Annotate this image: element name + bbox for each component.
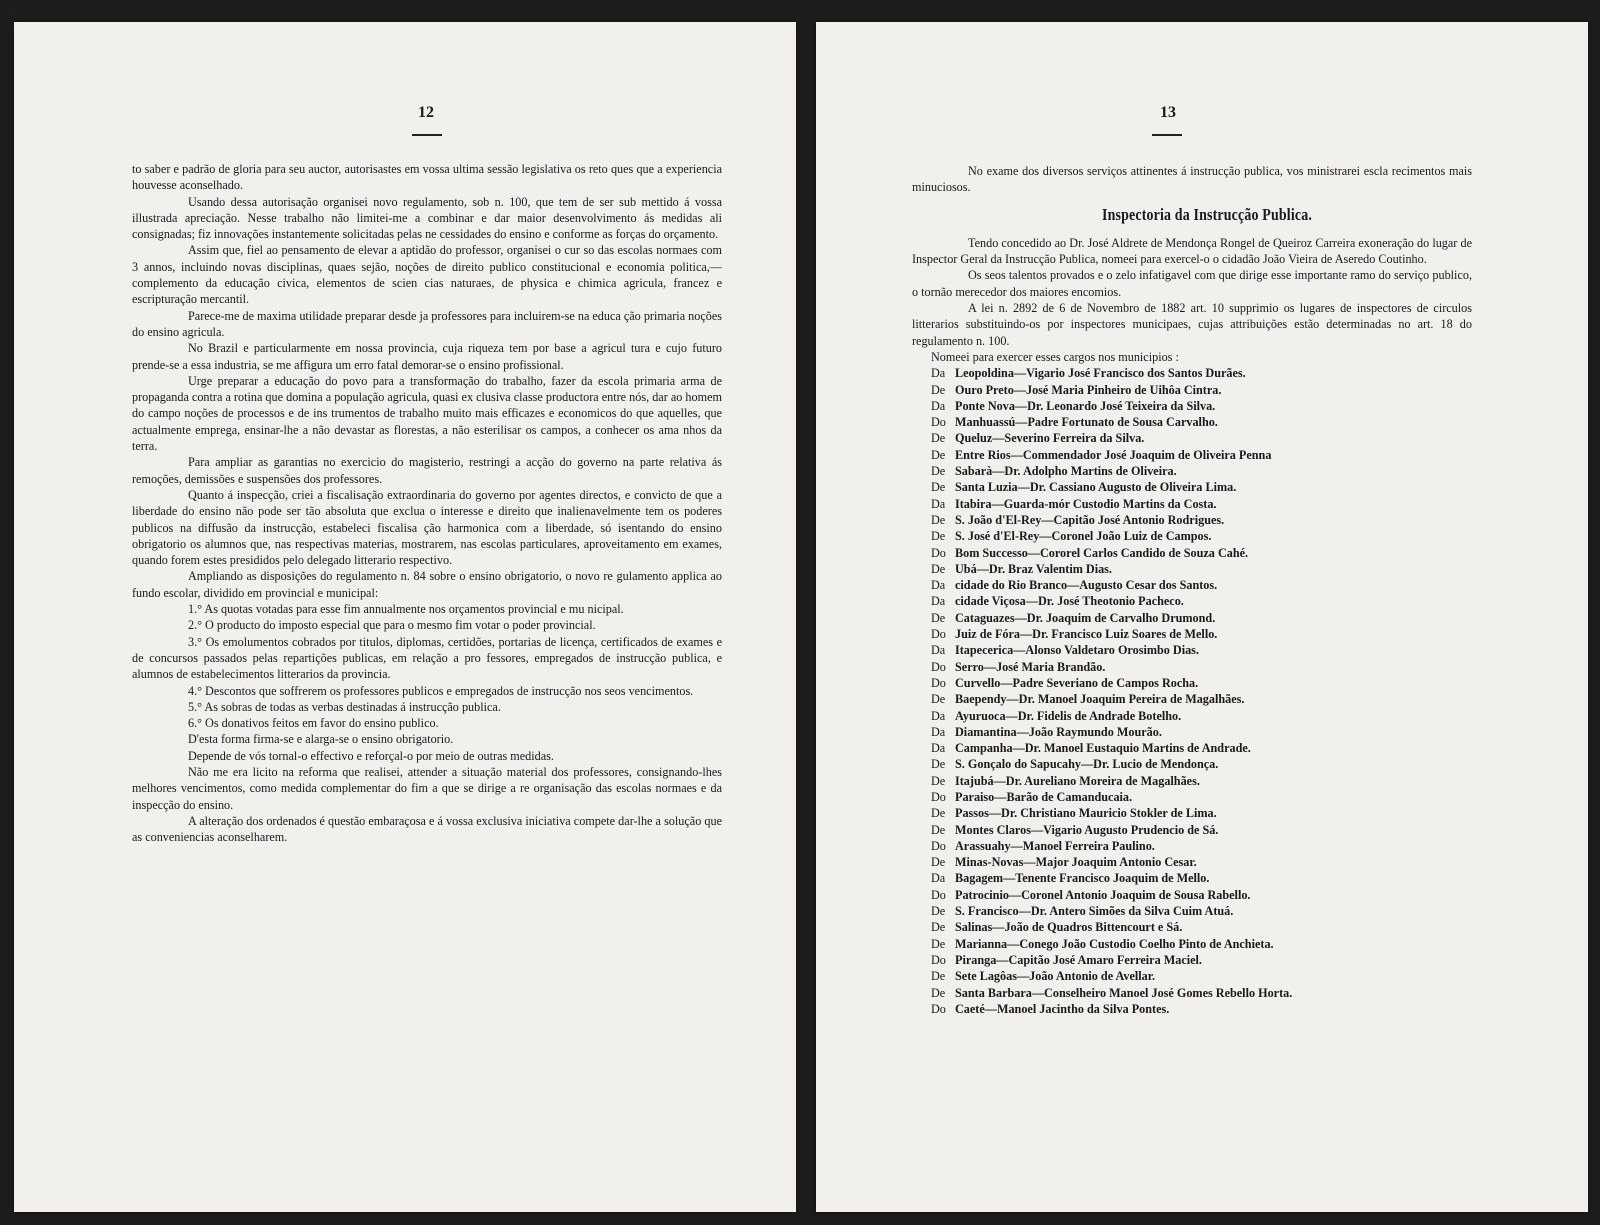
paragraph: D'esta forma firma-se e alarga-se o ensino obrigatorio. — [188, 732, 454, 747]
right-page — [816, 22, 1588, 1212]
list-item — [931, 789, 1472, 805]
list-item — [931, 496, 1472, 512]
paragraph: 1.° As quotas votadas para esse fim annualmente nos orçamentos provincial e mu nicipal. — [188, 602, 624, 617]
right-body-text — [912, 163, 1472, 1017]
list-item — [931, 659, 1472, 675]
municipio-appointment: Queluz—Severino Ferreira da Silva. — [955, 431, 1145, 446]
list-item — [931, 708, 1472, 724]
list-item — [931, 887, 1472, 903]
list-item — [931, 822, 1472, 838]
list-item — [931, 626, 1472, 642]
paragraph: to saber e padrão de gloria para seu auctor, autorisastes em vossa ultima sessão legislativa os reto ques que a experiencia houvesse aconselhado. — [132, 162, 722, 193]
municipio-prep: Da — [931, 366, 946, 381]
list-item — [931, 382, 1472, 398]
list-item — [931, 691, 1472, 707]
list-item — [931, 952, 1472, 968]
municipio-appointment: Ouro Preto—José Maria Pinheiro de Uihôa Cintra. — [955, 382, 1222, 397]
municipio-prep: De — [931, 936, 946, 951]
paragraph: Os seos talentos provados e o zelo infatigavel com que dirige esse importante ramo do serviço publico, o tornão merecedor dos maiores encomios. — [912, 268, 1472, 299]
list-intro: Nomeei para exercer esses cargos nos municipios : — [931, 349, 1179, 364]
list-item — [931, 512, 1472, 528]
municipio-appointment: Campanha—Dr. Manoel Eustaquio Martins de Andrade. — [955, 741, 1251, 756]
paragraph: Tendo concedido ao Dr. José Aldrete de Mendonça Rongel de Queiroz Carreira exoneração do lugar de Inspector Geral da Instrucção Publica, nomeei para exercel-o o cidadão João Vieira de Aseredo Coutinho. — [912, 235, 1472, 267]
municipio-prep: Do — [931, 545, 946, 560]
municipio-prep: De — [931, 447, 946, 462]
municipio-prep: De — [931, 561, 946, 576]
page-number: 12 — [418, 104, 434, 121]
paragraph: 2.° O producto do imposto especial que para o mesmo fim votar o poder provincial. — [188, 618, 596, 633]
municipio-appointment: Bagagem—Tenente Francisco Joaquim de Mello. — [955, 871, 1210, 886]
list-item — [931, 903, 1472, 919]
municipio-appointment: Manhuassú—Padre Fortunato de Sousa Carvalho. — [955, 415, 1218, 430]
list-item — [931, 936, 1472, 952]
municipio-appointment: Diamantina—João Raymundo Mourão. — [955, 724, 1162, 739]
municipio-appointment: Juiz de Fóra—Dr. Francisco Luiz Soares de Mello. — [955, 627, 1218, 642]
paragraph: Quanto á inspecção, criei a fiscalisação extraordinaria do governo por agentes directos, e convicto de que a liberdade do ensino não pode ser tão absoluta que exclua o interesse e direito que inalienavelmente tem os poderes publicos na diffusão da instrucção, estabeleci fiscalisa ção harmonica com a liberdade, só isentando do ensino obrigatorio os alumnos que, nas respectivas materias, mostrarem, nas escolas particulares, aproveitamento em exames, quando forem estes presididos pelo delegado litterario respectivo. — [132, 487, 722, 568]
list-item — [931, 528, 1472, 544]
municipio-prep: Da — [931, 871, 946, 886]
municipio-appointment: Baependy—Dr. Manoel Joaquim Pereira de Magalhães. — [955, 692, 1245, 707]
list-item — [931, 642, 1472, 658]
municipio-appointment: Piranga—Capitão José Amaro Ferreira Maciel. — [955, 952, 1202, 967]
municipio-appointment: Leopoldina—Vigario José Francisco dos Santos Durães. — [955, 366, 1246, 381]
municipio-prep: De — [931, 382, 946, 397]
municipio-appointment: Curvello—Padre Severiano de Campos Rocha. — [955, 675, 1199, 690]
municipio-prep: Do — [931, 789, 946, 804]
municipio-appointment: Itabira—Guarda-mór Custodio Martins da Costa. — [955, 496, 1217, 511]
paragraph: 3.° Os emolumentos cobrados por titulos, diplomas, certidões, portarias de licença, certificados de exames e de concursos passados pelas repartições publicas, em relação a pro fessores, empregados de instrucção publica, e alumnos de estabelecimentos litterarios da provincia. — [132, 634, 722, 682]
paragraph: 6.° Os donativos feitos em favor do ensino publico. — [188, 716, 439, 731]
municipio-prep: Da — [931, 578, 946, 593]
paragraph: Não me era licito na reforma que realisei, attender a situação material dos professores, consignando-lhes melhores vencimentos, como medida complementar do fim a que se dirige a re organisação das escolas normaes e da inspecção do ensino. — [132, 764, 722, 812]
municipio-prep: Do — [931, 887, 946, 902]
municipio-appointment: Marianna—Conego João Custodio Coelho Pinto de Anchieta. — [955, 936, 1274, 951]
list-item — [931, 919, 1472, 935]
municipio-prep: Da — [931, 708, 946, 723]
list-item — [931, 414, 1472, 430]
list-item — [931, 968, 1472, 984]
municipio-prep: Do — [931, 675, 946, 690]
paragraph: Ampliando as disposições do regulamento n. 84 sobre o ensino obrigatorio, o novo re gulamento applica ao fundo escolar, dividido em provincial e municipal: — [132, 569, 722, 600]
municipio-prep: Do — [931, 659, 946, 674]
municipio-prep: De — [931, 985, 946, 1000]
municipio-appointment: Arassuahy—Manoel Ferreira Paulino. — [955, 838, 1155, 853]
list-item — [931, 430, 1472, 446]
list-item — [931, 870, 1472, 886]
section-title: Inspectoria da Instrucção Publica. — [1101, 204, 1313, 224]
paragraph: 4.° Descontos que soffrerem os professores publicos e empregados de instrucção nos seos vencimentos. — [188, 683, 694, 698]
municipio-appointment: S. João d'El-Rey—Capitão José Antonio Rodrigues. — [955, 512, 1225, 527]
municipio-prep: De — [931, 512, 946, 527]
municipio-appointment: S. Gonçalo do Sapucahy—Dr. Lucio de Mendonça. — [955, 757, 1219, 772]
list-item — [931, 447, 1472, 463]
list-item — [931, 675, 1472, 691]
paragraph: Parece-me de maxima utilidade preparar desde ja professores para incluirem-se na educa ção primaria noções do ensino agricula. — [132, 308, 722, 339]
list-item — [931, 610, 1472, 626]
municipio-prep: De — [931, 904, 946, 919]
municipio-appointment: Entre Rios—Commendador José Joaquim de Oliveira Penna — [955, 447, 1272, 462]
list-item — [931, 463, 1472, 479]
municipio-appointment: Ponte Nova—Dr. Leonardo José Teixeira da Silva. — [955, 398, 1216, 413]
list-item — [931, 479, 1472, 495]
municipio-prep: De — [931, 464, 946, 479]
municipio-appointment: cidade Viçosa—Dr. José Theotonio Pacheco. — [955, 594, 1184, 609]
municipio-prep: Do — [931, 1001, 946, 1016]
municipio-appointment: S. José d'El-Rey—Coronel João Luiz de Campos. — [955, 529, 1212, 544]
municipio-prep: De — [931, 806, 946, 821]
paragraph: No Brazil e particularmente em nossa provincia, cuja riqueza tem por base a agricul tura e cujo futuro prende-se a essa industria, se me affigura um erro fatal demorar-se o ensino profissional. — [132, 341, 722, 372]
municipio-appointment: Serro—José Maria Brandão. — [955, 659, 1106, 674]
municipios-list — [912, 365, 1472, 1017]
municipio-prep: Da — [931, 496, 946, 511]
municipio-prep: Do — [931, 627, 946, 642]
municipio-prep: De — [931, 692, 946, 707]
municipio-prep: De — [931, 610, 946, 625]
list-item — [931, 985, 1472, 1001]
municipio-prep: De — [931, 822, 946, 837]
paragraph: Usando dessa autorisação organisei novo regulamento, sob n. 100, que tem de ser sub mettido á vossa illustrada apreciação. Nesse trabalho não limitei-me a combinar e dar maior desenvolvimento ás medidas ali consignadas; fiz innovações instantemente solicitadas pelas ne cessidades do ensino e conforme as forças do orçamento. — [132, 194, 722, 242]
page-number-rule — [412, 134, 442, 136]
list-item — [931, 773, 1472, 789]
municipio-appointment: Paraiso—Barão de Camanducaia. — [955, 789, 1133, 804]
municipio-appointment: Salinas—João de Quadros Bittencourt e Sá. — [955, 920, 1183, 935]
municipio-prep: Da — [931, 724, 946, 739]
municipio-prep: Da — [931, 594, 946, 609]
municipio-appointment: Montes Claros—Vigario Augusto Prudencio de Sá. — [955, 822, 1219, 837]
left-page — [14, 22, 796, 1212]
municipio-appointment: Santa Luzia—Dr. Cassiano Augusto de Oliveira Lima. — [955, 480, 1237, 495]
list-item — [931, 805, 1472, 821]
list-item — [931, 756, 1472, 772]
list-item — [931, 593, 1472, 609]
list-item — [931, 545, 1472, 561]
municipio-appointment: Ubá—Dr. Braz Valentim Dias. — [955, 561, 1112, 576]
municipio-prep: De — [931, 757, 946, 772]
municipio-prep: De — [931, 431, 946, 446]
municipio-prep: Do — [931, 952, 946, 967]
municipio-appointment: Minas-Novas—Major Joaquim Antonio Cesar. — [955, 855, 1197, 870]
municipio-appointment: Santa Barbara—Conselheiro Manoel José Gomes Rebello Horta. — [955, 985, 1293, 1000]
list-item — [931, 854, 1472, 870]
list-item — [931, 561, 1472, 577]
paragraph: Urge preparar a educação do povo para a transformação do trabalho, fazer da escola primaria arma de propaganda contra a rotina que domina a população agricula, quasi ex clusiva classe productora entre nós, dar ao homem do campo noções de processos e de ins trumentos de trabalho muito mais efficazes e economicos do que aquelles, que actualmente emprega, ensinar-lhe a não devastar as florestas, a não esterilisar os campos, a conhecer os ama nhos da terra. — [132, 373, 722, 454]
municipio-prep: Da — [931, 741, 946, 756]
municipio-appointment: Bom Successo—Cororel Carlos Candido de Souza Cahé. — [955, 545, 1249, 560]
page-number: 13 — [1160, 104, 1176, 121]
paragraph: A lei n. 2892 de 6 de Novembro de 1882 art. 10 supprimio os lugares de inspectores de circulos litterarios substituindo-os por inspectores municipaes, cujas attribuições estão determinadas no art. 18 do regulamento n. 100. — [912, 301, 1472, 348]
list-item — [931, 724, 1472, 740]
left-body-text — [132, 161, 722, 845]
municipio-appointment: Ayuruoca—Dr. Fidelis de Andrade Botelho. — [955, 708, 1182, 723]
paragraph: Depende de vós tornal-o effectivo e reforçal-o por meio de outras medidas. — [188, 748, 554, 763]
municipio-appointment: Itajubá—Dr. Aureliano Moreira de Magalhães. — [955, 773, 1200, 788]
municipio-appointment: Cataguazes—Dr. Joaquim de Carvalho Drumond. — [955, 610, 1216, 625]
municipio-appointment: Passos—Dr. Christiano Mauricio Stokler de Lima. — [955, 806, 1217, 821]
municipio-appointment: Caeté—Manoel Jacintho da Silva Pontes. — [955, 1001, 1170, 1016]
municipio-prep: Do — [931, 415, 946, 430]
municipio-appointment: Sete Lagôas—João Antonio de Avellar. — [955, 969, 1156, 984]
paragraph: A alteração dos ordenados é questão embaraçosa e á vossa exclusiva iniciativa compete dar-lhe a solução que as conveniencias aconselharem. — [132, 813, 722, 845]
municipio-prep: De — [931, 773, 946, 788]
municipio-prep: De — [931, 920, 946, 935]
municipio-prep: De — [931, 969, 946, 984]
page-number-rule — [1152, 134, 1182, 136]
paragraph: Assim que, fiel ao pensamento de elevar a aptidão do professor, organisei o cur so das escolas normaes com 3 annos, incluindo novas disciplinas, quaes sejão, noções de direito publico constitucional e economia politica,—complemento da educação civica, elementos de scien cias naturaes, de physica e chimica agricula, francez e escripturação mercantil. — [132, 243, 722, 307]
municipio-appointment: Itapecerica—Alonso Valdetaro Orosimbo Dias. — [955, 643, 1199, 658]
municipio-appointment: Patrocinio—Coronel Antonio Joaquim de Sousa Rabello. — [955, 887, 1251, 902]
municipio-prep: De — [931, 480, 946, 495]
list-item — [931, 838, 1472, 854]
paragraph: Para ampliar as garantias no exercicio do magisterio, restringi a acção do governo na parte relativa ás remoções, demissões e suspensões dos professores. — [132, 455, 722, 486]
municipio-appointment: S. Francisco—Dr. Antero Simões da Silva Cuim Atuá. — [955, 904, 1234, 919]
municipio-prep: Da — [931, 398, 946, 413]
paragraph: 5.° As sobras de todas as verbas destinadas á instrucção publica. — [188, 699, 501, 714]
municipio-appointment: Sabarà—Dr. Adolpho Martins de Oliveira. — [955, 464, 1177, 479]
municipio-appointment: cidade do Rio Branco—Augusto Cesar dos Santos. — [955, 578, 1218, 593]
municipio-prep: Da — [931, 643, 946, 658]
list-item — [931, 365, 1472, 381]
list-item — [931, 740, 1472, 756]
list-item — [931, 398, 1472, 414]
municipio-prep: De — [931, 529, 946, 544]
intro-paragraph: No exame dos diversos serviços attinentes á instrucção publica, vos ministrarei escla recimentos mais minuciosos. — [912, 164, 1472, 195]
list-item — [931, 577, 1472, 593]
municipio-prep: Do — [931, 838, 946, 853]
municipio-prep: De — [931, 855, 946, 870]
list-item — [931, 1001, 1472, 1017]
